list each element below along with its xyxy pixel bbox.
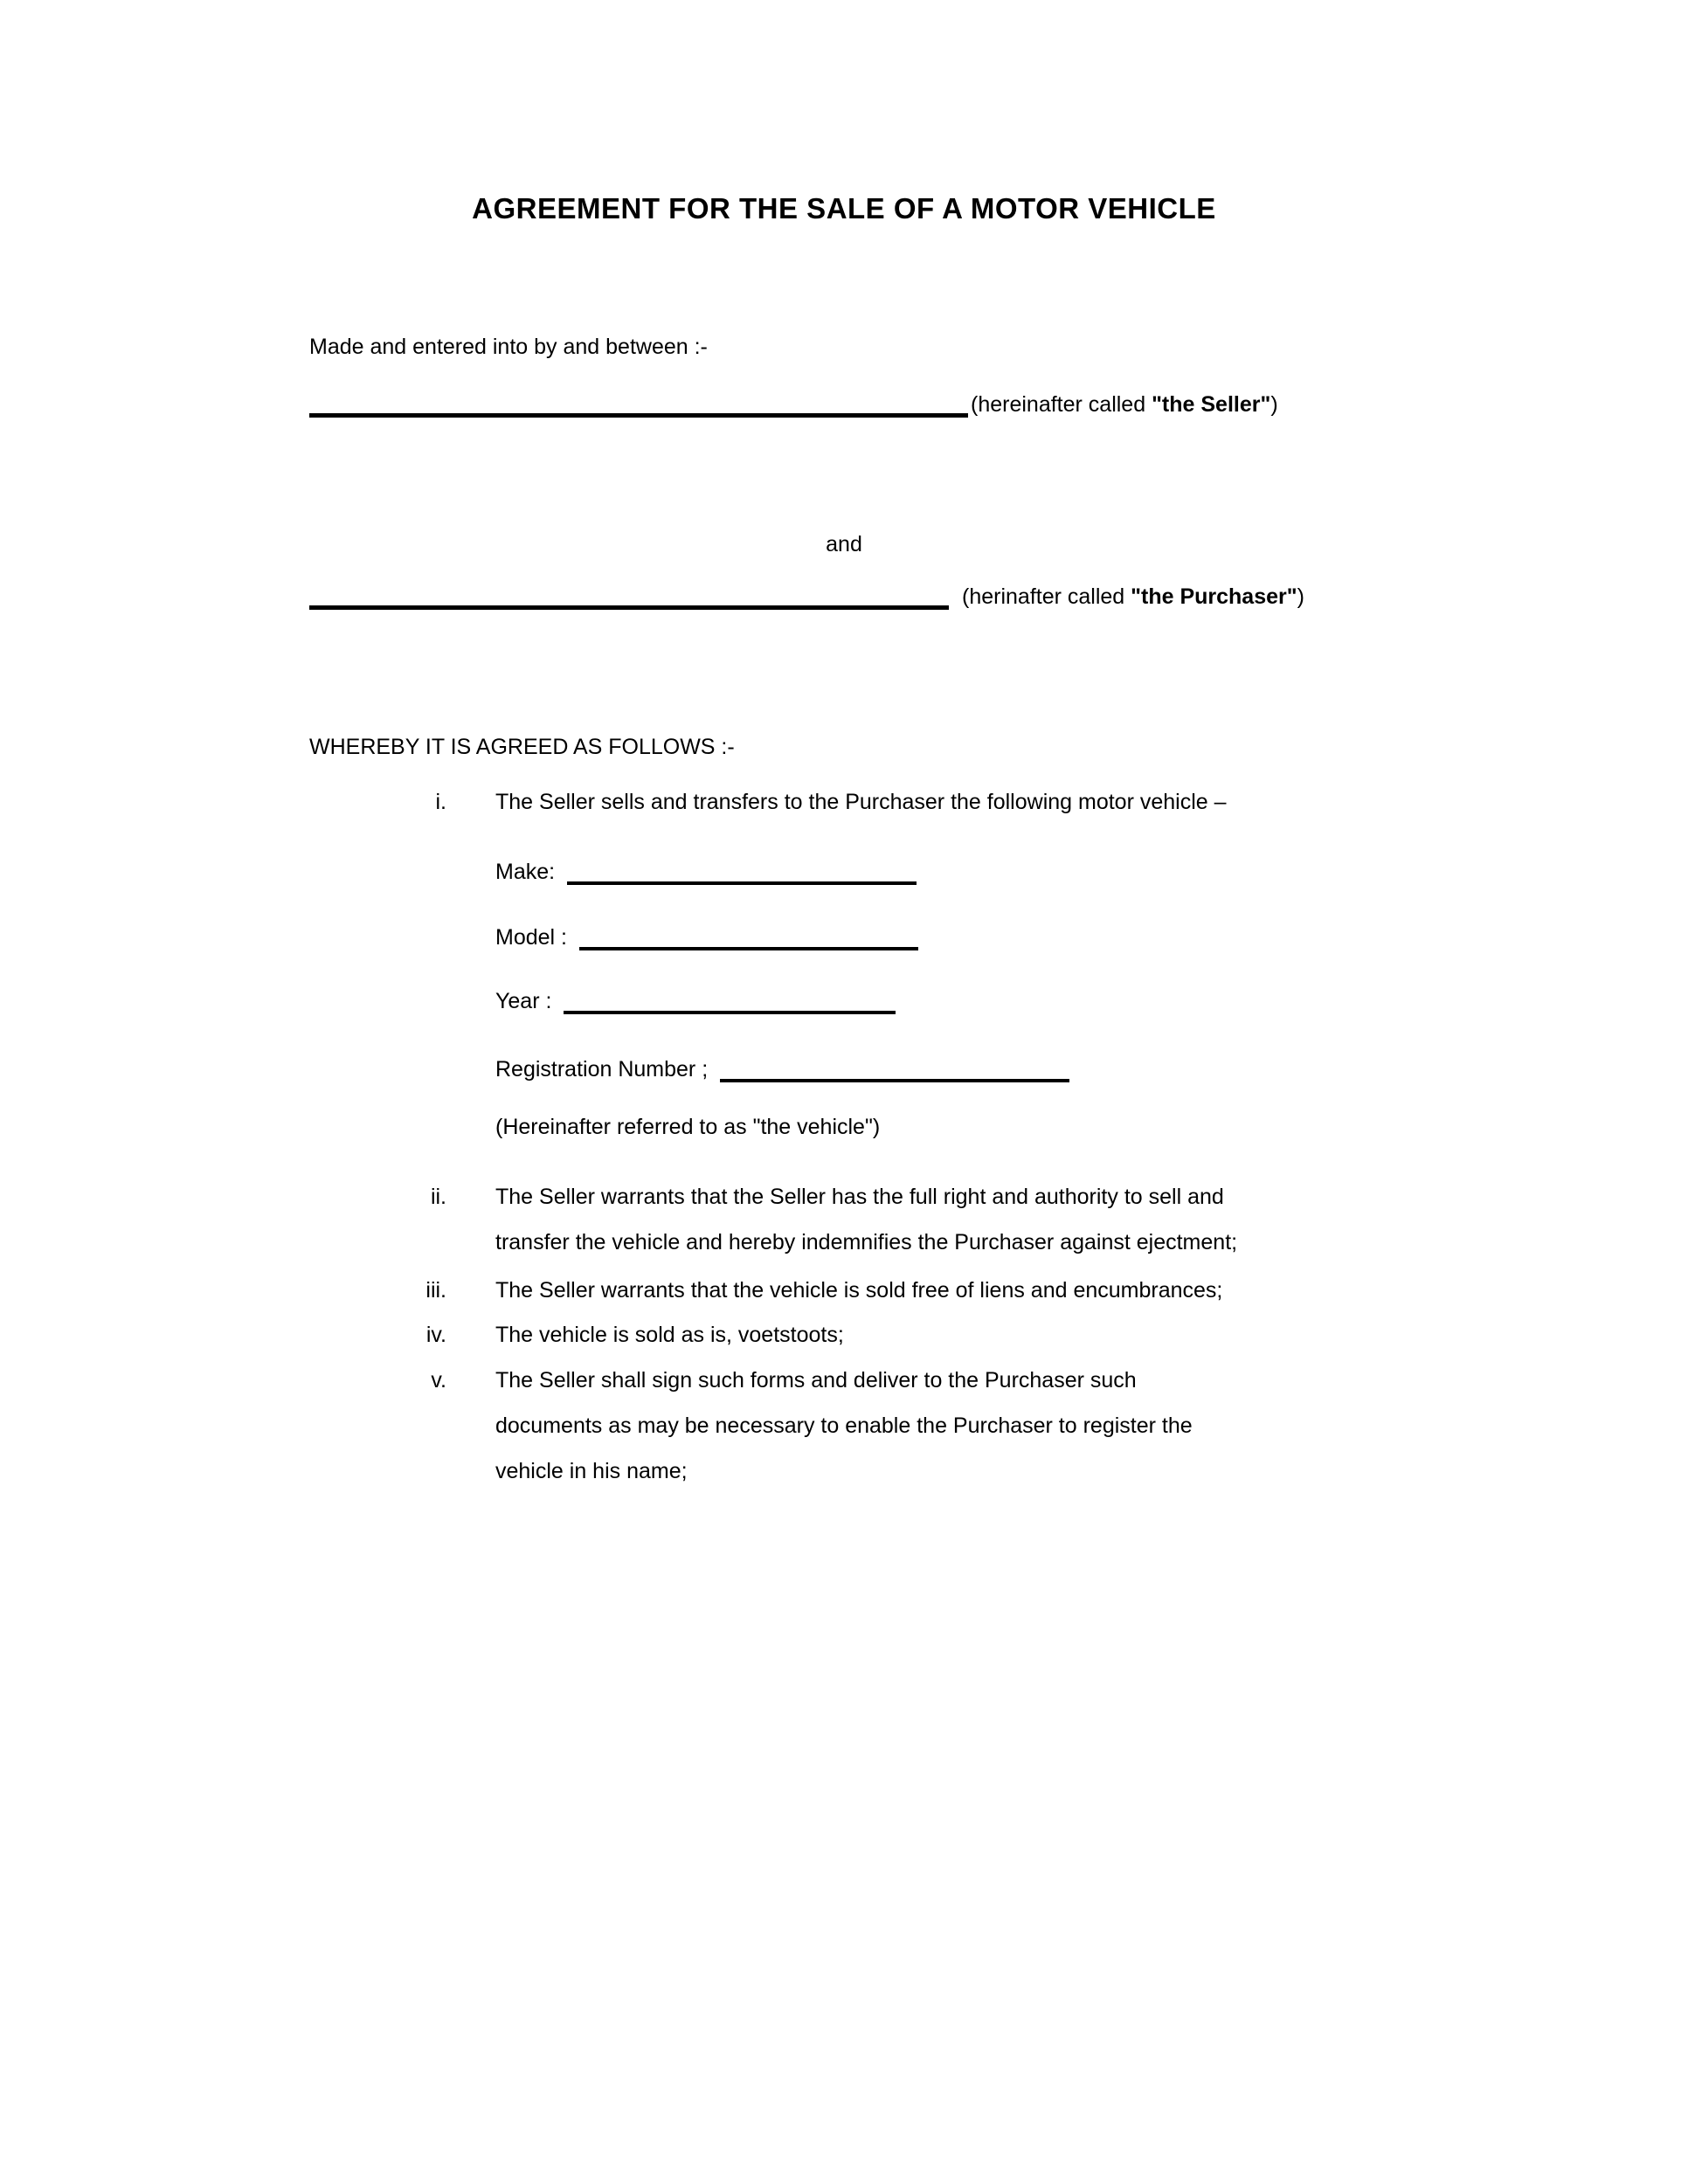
seller-name-blank[interactable] <box>309 413 968 418</box>
clause-text: The vehicle is sold as is, voetstoots; <box>495 1323 844 1347</box>
intro-paragraph: Made and entered into by and between :- <box>309 335 708 359</box>
clause-text: The Seller warrants that the Seller has the full right and authority to sell and transfer the vehicle and hereby indemnifies the Purchaser against ejectment; <box>495 1185 1238 1254</box>
seller-party-row <box>309 384 1278 425</box>
make-label: Make: <box>495 860 556 884</box>
clause-number: v. <box>431 1368 446 1393</box>
registration-number-blank[interactable] <box>720 1079 1069 1082</box>
purchaser-term: "the Purchaser" <box>1131 584 1297 609</box>
clause-number: ii. <box>430 1185 446 1209</box>
purchaser-designation: (herinafter called "the Purchaser") <box>962 584 1304 609</box>
year-field-row <box>495 984 896 1019</box>
clause-number: iii. <box>425 1278 446 1303</box>
seller-term: "the Seller" <box>1152 392 1271 417</box>
make-blank[interactable] <box>567 881 917 885</box>
clause-number: iv. <box>425 1323 446 1347</box>
clause-row-i <box>309 779 1436 825</box>
registration-number-field-row <box>495 1052 1069 1087</box>
year-blank[interactable] <box>564 1011 896 1014</box>
whereby-heading: WHEREBY IT IS AGREED AS FOLLOWS :- <box>309 735 735 759</box>
purchaser-name-blank[interactable] <box>309 605 949 610</box>
clause-text: The Seller warrants that the vehicle is sold free of liens and encumbrances; <box>495 1278 1223 1303</box>
model-blank[interactable] <box>579 947 918 950</box>
seller-designation: (hereinafter called "the Seller") <box>971 392 1278 417</box>
conjunction-and: and <box>826 532 862 556</box>
page-title: AGREEMENT FOR THE SALE OF A MOTOR VEHICLE <box>472 192 1216 225</box>
clause-text: The Seller sells and transfers to the Purchaser the following motor vehicle – <box>495 790 1227 814</box>
clause-row-iv <box>309 1312 1436 1358</box>
clause-number: i. <box>435 790 446 814</box>
model-field-row <box>495 920 918 955</box>
year-label: Year : <box>495 989 552 1013</box>
make-field-row <box>495 854 917 889</box>
clause-text: The Seller shall sign such forms and deliver to the Purchaser such documents as may be necessary to enable the Purchaser to register the vehicle in his name; <box>495 1368 1193 1483</box>
registration-number-label: Registration Number ; <box>495 1057 709 1082</box>
clause-row-v <box>309 1358 1436 1494</box>
clause-row-ii <box>309 1174 1436 1265</box>
purchaser-party-row <box>309 577 1304 617</box>
vehicle-note: (Hereinafter referred to as "the vehicle") <box>495 1115 881 1139</box>
clause-row-iii <box>309 1268 1436 1313</box>
model-label: Model : <box>495 925 567 950</box>
